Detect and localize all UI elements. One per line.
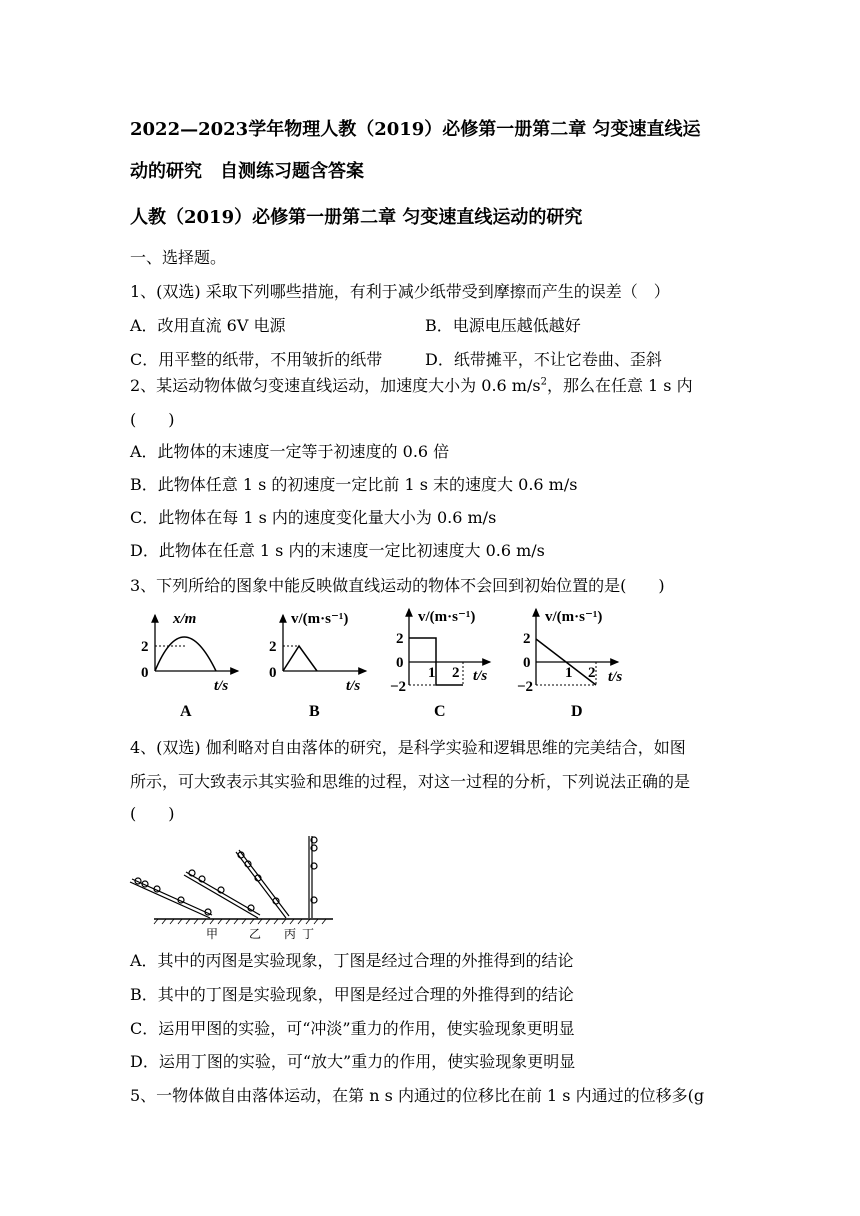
q4-option-a: A．其中的丙图是实验现象，丁图是经过合理的外推得到的结论	[130, 951, 574, 970]
q4-option-d: D．运用丁图的实验，可“放大”重力的作用，使实验现象更明显	[130, 1052, 576, 1071]
q4-option-b: B．其中的丁图是实验现象，甲图是经过合理的外推得到的结论	[130, 985, 574, 1004]
graph-d	[517, 609, 622, 720]
graph-c-origin: 0	[396, 655, 404, 671]
q4-stem-line1: 4、(双选) 伽利略对自由落体的研究，是科学实验和逻辑思维的完美结合，如图	[130, 738, 686, 757]
q2-option-d: D．此物体在任意 1 s 内的末速度一定比初速度大 0.6 m/s	[130, 541, 545, 560]
graph-b-label: B	[309, 703, 320, 720]
q4-bracket: ( )	[130, 804, 175, 823]
fig-label-ding: 丁	[302, 927, 315, 941]
q2-option-b: B．此物体任意 1 s 的初速度一定比前 1 s 末的速度大 0.6 m/s	[130, 475, 578, 494]
graph-d-yneg: −2	[517, 679, 534, 695]
graph-d-xlabel: t/s	[608, 669, 623, 685]
section-heading: 一、选择题。	[130, 248, 227, 267]
q2-option-a: A．此物体的末速度一定等于初速度的 0.6 倍	[130, 442, 450, 461]
q1-option-b: B．电源电压越低越好	[425, 316, 581, 335]
graph-a-curve	[155, 637, 216, 671]
fig-label-jia: 甲	[206, 927, 219, 941]
graph-c-xlabel: t/s	[473, 668, 488, 684]
graph-c-yneg: −2	[390, 679, 407, 695]
graph-d-origin: 0	[523, 655, 531, 671]
q2-stem-post: ，那么在任意 1 s 内	[546, 376, 693, 395]
graph-d-ylabel: v/(m·s⁻¹)	[545, 609, 603, 625]
graph-d-t1: 1	[565, 665, 573, 681]
graph-b-ylabel: v/(m·s⁻¹)	[291, 611, 349, 627]
galileo-incline-figure	[128, 832, 338, 942]
fig-label-yi: 乙	[249, 927, 262, 941]
graph-a-label: A	[180, 703, 192, 720]
fig-label-bing: 丙	[284, 927, 297, 941]
graph-d-t2: 2	[588, 665, 596, 681]
q5-stem: 5、一物体做自由落体运动，在第 n s 内通过的位移比在前 1 s 内通过的位移多(g	[130, 1086, 705, 1105]
incline-ding	[309, 836, 317, 918]
graph-d-label: D	[571, 703, 583, 720]
q2-bracket: ( )	[130, 410, 175, 429]
graph-a	[141, 611, 238, 720]
q4-stem-line2: 所示，可大致表示其实验和思维的过程，对这一过程的分析，下列说法正确的是	[130, 772, 691, 791]
doc-title-line1: 2022—2023学年物理人教（2019）必修第一册第二章 匀变速直线运	[130, 119, 701, 140]
q2-stem-sup: 2	[540, 376, 547, 388]
graph-c-label: C	[434, 703, 446, 720]
graph-b-line	[283, 646, 317, 671]
q2-option-c: C．此物体在每 1 s 内的速度变化量大小为 0.6 m/s	[130, 508, 497, 527]
graph-c-t1: 1	[428, 665, 436, 681]
graph-c-ylabel: v/(m·s⁻¹)	[418, 609, 476, 625]
q1-option-c: C．用平整的纸带，不用皱折的纸带	[130, 350, 383, 369]
graph-b-xlabel: t/s	[346, 678, 361, 694]
graph-a-y2: 2	[141, 639, 149, 655]
q3-stem: 3、下列所给的图象中能反映做直线运动的物体不会回到初始位置的是( )	[130, 576, 665, 595]
graph-a-xlabel: t/s	[214, 678, 229, 694]
doc-subtitle: 人教（2019）必修第一册第二章 匀变速直线运动的研究	[130, 207, 583, 228]
q1-option-a: A．改用直流 6V 电源	[130, 316, 286, 335]
graph-a-origin: 0	[141, 665, 149, 681]
q3-graphs-figure	[128, 603, 648, 723]
graph-b	[269, 611, 366, 720]
graph-d-y2: 2	[523, 631, 531, 647]
graph-c-y2: 2	[396, 631, 404, 647]
q1-stem: 1、(双选) 采取下列哪些措施，有利于减少纸带受到摩擦而产生的误差（ ）	[130, 282, 670, 301]
graph-c	[390, 609, 490, 720]
q4-option-c: C．运用甲图的实验，可“冲淡”重力的作用，使实验现象更明显	[130, 1019, 575, 1038]
doc-title-line2: 动的研究 自测练习题含答案	[130, 161, 364, 182]
graph-c-t2: 2	[452, 665, 460, 681]
q1-option-d: D．纸带摊平，不让它卷曲、歪斜	[425, 350, 662, 369]
incline-bing	[236, 850, 289, 918]
graph-b-origin: 0	[269, 665, 277, 681]
graph-b-y2: 2	[269, 639, 277, 655]
q2-stem-pre: 2、某运动物体做匀变速直线运动，加速度大小为 0.6 m/s	[130, 376, 541, 395]
q2-stem	[130, 376, 693, 396]
graph-a-ylabel: x/m	[173, 611, 197, 627]
